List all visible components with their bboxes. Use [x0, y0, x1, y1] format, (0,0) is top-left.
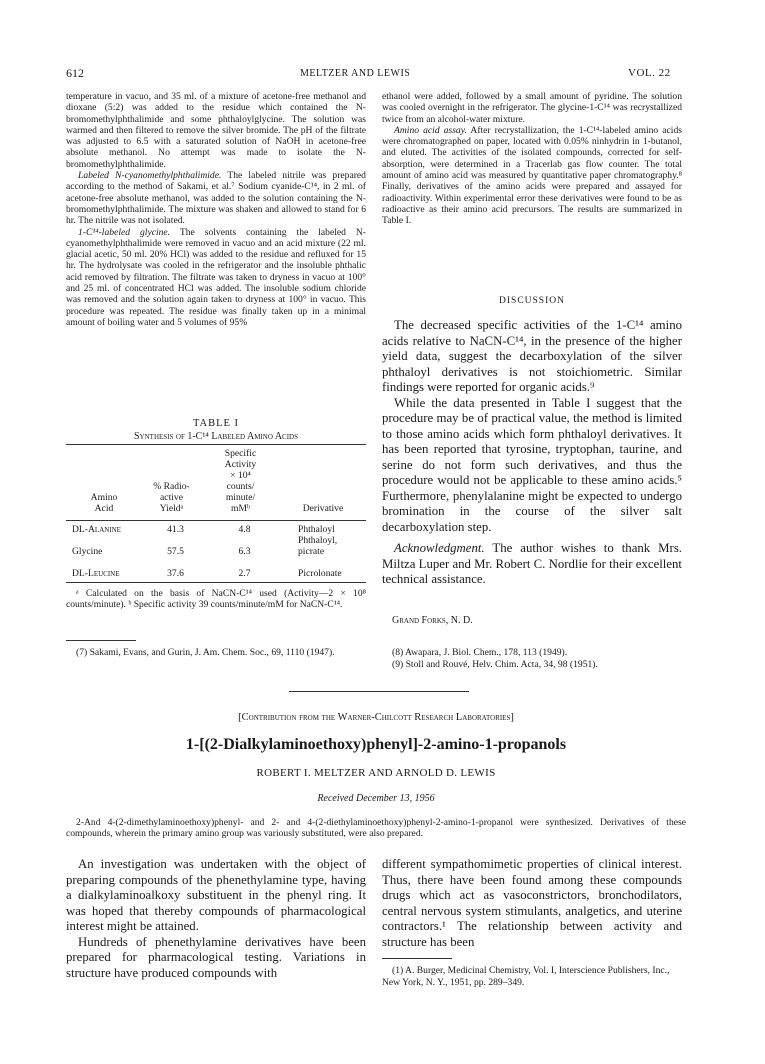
table-1: [66, 448, 366, 514]
body-left: [66, 857, 366, 981]
intro-paragraph-2: Hundreds of phenethylamine derivatives have been prepared for pharmacological testing. Variations in structure have produced compounds with: [66, 934, 366, 980]
abstract: 2-And 4-(2-dimethylaminoethoxy)phenyl- and 2- and 4-(2-diethylaminoethoxy)phenyl-2-amino-1-propanol were synthesized. Derivatives of these compounds, wherein the primary amino group was variously substituted, were also prepared.: [66, 817, 686, 840]
table-header-row: [66, 448, 366, 514]
body-right: [382, 857, 682, 950]
section-head-glycine: 1-C¹⁴-labeled glycine.: [78, 226, 171, 238]
left-paragraph-2: [66, 170, 366, 226]
intro-paragraph-3: different sympathomimetic properties of clinical interest. Thus, there have been found among these compounds drugs which act as vasoconstrictors, bronchodilators, central nervous system stimulants, analgetics, and uterine contractors.¹ The relationship between activity and structure has been: [382, 857, 682, 949]
table-top-rule: [66, 444, 366, 445]
footnote-rule: [382, 958, 452, 959]
intro-paragraph-1: An investigation was undertaken with the object of preparing compounds of the phenethylamine type, having a dialkylaminoalkoxy substituent in the phenyl ring. It was hoped that thereby compounds of pharmacological interest might be attained.: [66, 857, 366, 933]
table-mid-rule: [66, 520, 366, 521]
cell-yield: 41.3: [167, 524, 184, 535]
right-paragraph-2-text: After recrystallization, the 1-C¹⁴-labeled amino acids were chromatographed on paper, located with 0.05% ninhydrin in 1-butanol, and eluted. The activities of the isolated compounds, corrected for self-absorption, were determined in a Tracerlab gas flow counter. The total amount of amino acid was measured by quantitative paper chromatography.⁸ Finally, derivatives of the amino acids were prepared and assayed for radioactivity. Within experimental error these derivatives were found to be as radioactive as their amino acid precursors. The results are summarized in Table I.: [382, 124, 682, 227]
table-row: [66, 568, 366, 579]
left-paragraph-3: [66, 227, 366, 329]
table-row: [66, 535, 366, 557]
article-title: 1-[(2-Dialkylaminoethoxy)phenyl]-2-amino-1-propanols: [185, 736, 567, 753]
header-derivative: Derivative: [302, 503, 344, 514]
cell-derivative: Picrolonate: [298, 568, 342, 579]
cell-derivative: Phthaloyl: [298, 524, 335, 535]
table-bottom-rule: [66, 582, 366, 583]
right-paragraph-1: ethanol were added, followed by a small amount of pyridine. The solution was cooled overnight in the refrigerator. The glycine-1-C¹⁴ was recrystallized twice from an alcohol-water mixture.: [382, 91, 682, 125]
received-date: Received December 13, 1956: [317, 793, 435, 804]
table-footnote: ᵃ Calculated on the basis of NaCN-C¹⁴ used (Activity—2 × 10⁸ counts/minute). ᵇ Specific activity 39 counts/minute/mM for NaCN-C¹⁴.: [66, 588, 366, 611]
left-paragraph-3-text: The solvents containing the labeled N-cyanomethylphthalimide were removed in vacuo and an acid mixture (22 ml. glacial acetic, 50 ml. 20% HCl) was added to the residue and refluxed for 15 hr. The hydrolysate was cooled in the refrigerator and the insoluble phthalic acid removed by filtration. The filtrate was taken to dryness in vacuo at 100° and 25 ml. of concentrated HCl was added. The insoluble sodium chloride was removed and the solution again taken to dryness at 100° in vacuo. This procedure was repeated. The residue was finally taken up in a minimal amount of boiling water and 5 volumes of 95%: [66, 226, 366, 328]
left-paragraph-1: temperature in vacuo, and 35 ml. of a mixture of acetone-free methanol and dioxane (5:2) was added to the residue which contained the N-bromomethylphthalimide and some phthaloylglycine. The solution was warmed and then filtered to remove the silver bromide. The pH of the filtrate was adjusted to 6.5 with a saturated solution of NaOH in acetone-free absolute methanol. No attempt was made to isolate the N-bromomethylphthalimide.: [66, 91, 366, 170]
table-body: [66, 524, 366, 557]
location: Grand Forks, N. D.: [392, 615, 473, 626]
page-number: 612: [66, 66, 84, 80]
article-authors: ROBERT I. MELTZER AND ARNOLD D. LEWIS: [256, 767, 496, 779]
acknowledgment-head: Acknowledgment.: [394, 541, 485, 555]
cell-acid: DL-Alanine: [72, 524, 121, 535]
discussion-heading: DISCUSSION: [499, 296, 565, 306]
cell-activity: 6.3: [238, 546, 251, 557]
volume-label: VOL. 22: [628, 67, 671, 79]
discussion-paragraph-2: While the data presented in Table I suggest that the procedure may be of practical value, the method is limited to those amino acids which form phthaloyl derivatives. It has been reported that tyrosine, tryptophan, taurine, and serine do not form such derivatives, and thus the procedure would not be applicable to these amino acids.⁵ Furthermore, phenylalanine might be expected to undergo bromination in the course of the silver salt decarboxylation step.: [382, 395, 682, 534]
right-paragraph-2: [382, 125, 682, 227]
right-column-upper: [382, 91, 682, 227]
table-row: [66, 524, 366, 535]
references-left: [66, 647, 366, 659]
discussion-body: [382, 318, 682, 588]
references-right: [382, 647, 682, 670]
header-amino-acid: Amino Acid: [90, 492, 118, 514]
header-specific-activity: Specific Activity × 10⁴ counts/ minute/ mMᵇ: [224, 448, 257, 514]
reference-7: (7) Sakami, Evans, and Gurin, J. Am. Chem. Soc., 69, 1110 (1947).: [76, 647, 335, 658]
acknowledgment-paragraph: [382, 541, 682, 588]
left-ref-rule: [66, 640, 136, 641]
cell-derivative: Phthaloyl, picrate: [298, 535, 338, 557]
cell-yield: 57.5: [167, 546, 184, 557]
table-label: TABLE I: [192, 418, 240, 429]
discussion-paragraph-1: The decreased specific activities of the 1-C¹⁴ amino acids relative to NaCN-C¹⁴, in the presence of the higher yield data, suggest the decarboxylation of the silver phthaloyl derivatives is not stoichiometric. Similar findings were reported for organic acids.⁹: [382, 318, 682, 394]
acknowledgment-text: The author wishes to thank Mrs. Miltza Luper and Mr. Robert C. Nordlie for their excellent technical assistance.: [382, 541, 682, 586]
footnote-1: (1) A. Burger, Medicinal Chemistry, Vol. I, Interscience Publishers, Inc., New York, N. Y., 1951, pp. 289–349.: [382, 965, 670, 988]
contribution-line: [Contribution from the Warner-Chilcott Research Laboratories]: [238, 712, 514, 723]
running-title: MELTZER AND LEWIS: [300, 68, 411, 79]
section-head-assay: Amino acid assay.: [394, 124, 467, 136]
reference-9: (9) Stoll and Rouvé, Helv. Chim. Acta, 34, 98 (1951).: [392, 658, 598, 670]
article-separator: [289, 691, 469, 692]
header-yield: % Radio- active Yieldᵃ: [153, 481, 190, 514]
left-paragraph-2-text: The labeled nitrile was prepared according to the method of Sakami, et al.⁷ Sodium cyanide-C¹⁴, in 2 ml. of acetone-free absolute methanol, was added to the solution containing the N-bromomethylphthalimide. The mixture was shaken and allowed to stand for 6 hr. The nitrile was not isolated.: [66, 170, 366, 227]
cell-activity: 4.8: [238, 524, 251, 535]
cell-acid: DL-Leucine: [72, 568, 120, 579]
table-body-last: [66, 568, 366, 579]
cell-activity: 2.7: [238, 568, 251, 579]
cell-yield: 37.6: [167, 568, 184, 579]
cell-acid: Glycine: [72, 546, 103, 557]
table-caption: Synthesis of 1-C¹⁴ Labeled Amino Acids: [134, 431, 298, 442]
section-head-nitrile: Labeled N-cyanomethylphthalimide.: [78, 170, 222, 182]
reference-8: (8) Awapara, J. Biol. Chem., 178, 113 (1949).: [392, 647, 568, 658]
left-column-upper: [66, 91, 366, 328]
